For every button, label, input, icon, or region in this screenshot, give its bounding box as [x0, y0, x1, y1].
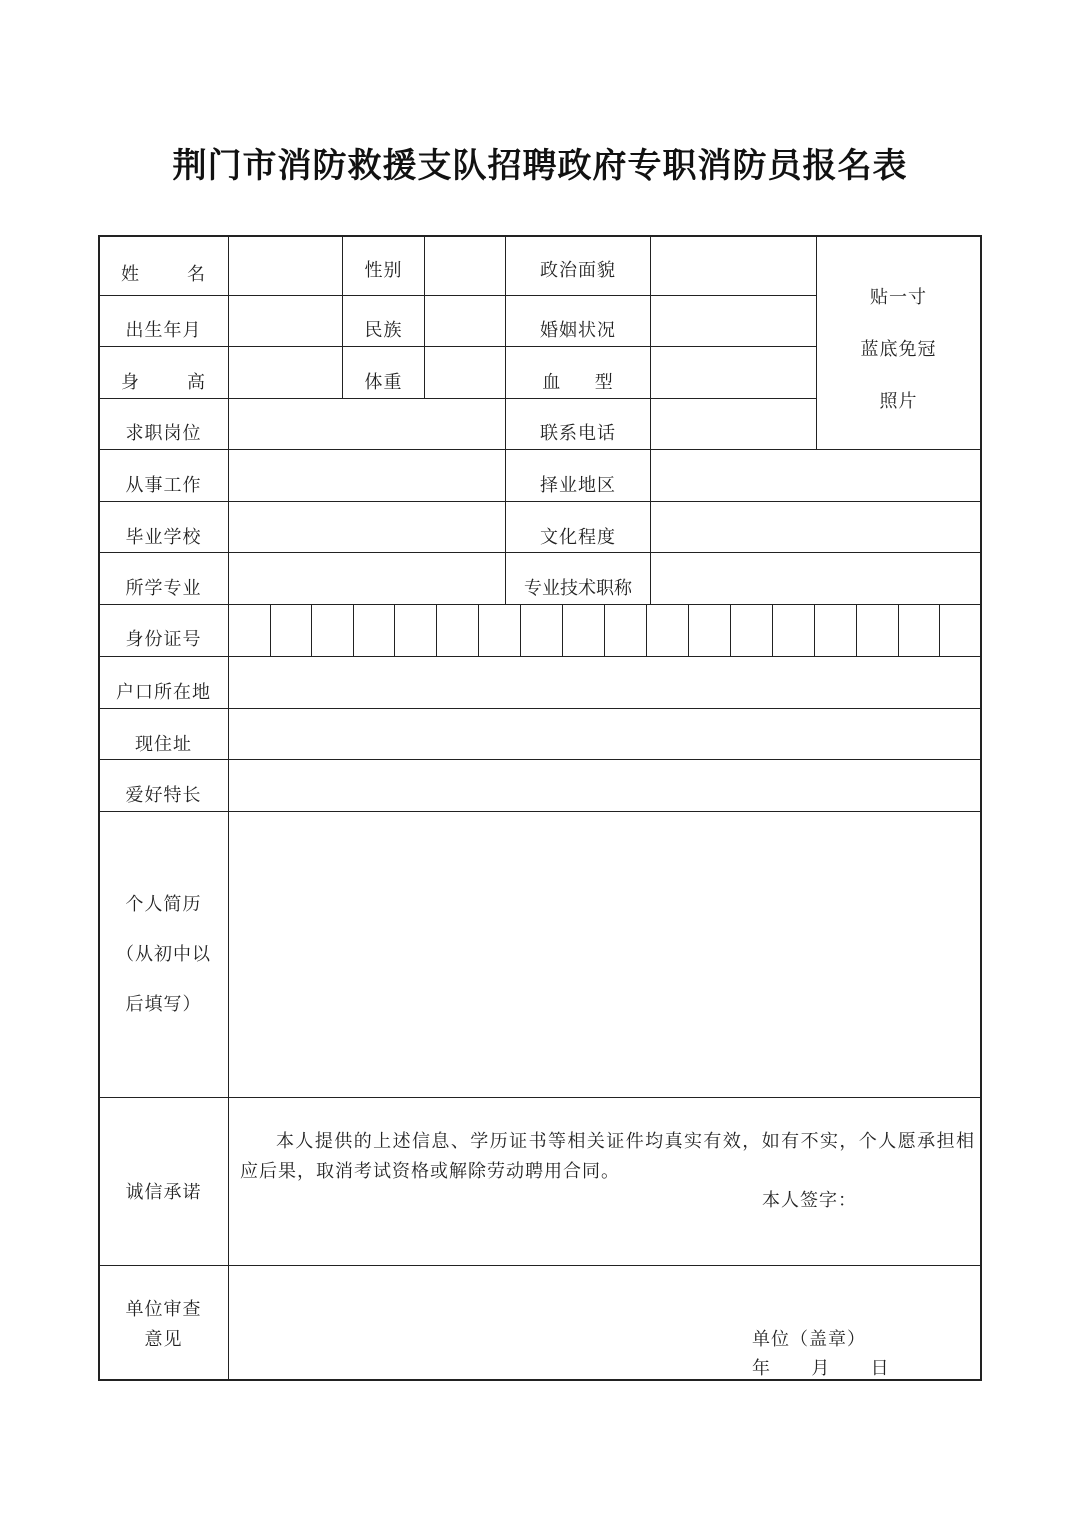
id-digit-box[interactable]	[563, 605, 604, 656]
photo-text-line3: 照片	[879, 391, 918, 412]
label-address: 现住址	[135, 734, 192, 755]
id-digit-box[interactable]	[271, 605, 311, 656]
id-digit-box[interactable]	[437, 605, 478, 656]
label-name: 姓 名	[120, 264, 207, 285]
id-digit-box[interactable]	[773, 605, 814, 656]
table-border-right	[980, 235, 982, 1381]
id-digit-box[interactable]	[395, 605, 436, 656]
label-major: 所学专业	[125, 578, 202, 599]
name-field[interactable]	[229, 236, 342, 295]
label-blood: 血 型	[542, 372, 614, 393]
id-digit-box[interactable]	[647, 605, 688, 656]
label-resume-line1: 个人简历	[125, 893, 202, 915]
photo-text-line1: 贴一寸	[870, 287, 927, 308]
blood-field[interactable]	[651, 347, 816, 398]
signature-label: 本人签字：	[762, 1190, 857, 1211]
marital-field[interactable]	[651, 296, 816, 346]
label-marital: 婚姻状况	[540, 320, 616, 341]
phone-field[interactable]	[651, 399, 816, 449]
hukou-field[interactable]	[229, 657, 980, 708]
label-review	[99, 1290, 228, 1360]
photo-text-line2: 蓝底免冠	[860, 339, 937, 360]
label-gender: 性别	[364, 260, 403, 281]
review-unit-seal: 单位（盖章）	[752, 1329, 866, 1350]
education-field[interactable]	[651, 502, 980, 552]
label-birth: 出生年月	[125, 320, 202, 341]
label-height: 身 高	[120, 372, 207, 393]
row-line	[98, 1097, 982, 1098]
birth-field[interactable]	[229, 296, 342, 346]
row-line	[98, 1265, 982, 1266]
id-digit-box[interactable]	[312, 605, 353, 656]
label-integrity: 诚信承诺	[125, 1182, 202, 1203]
label-ethnicity: 民族	[364, 320, 403, 341]
label-resume-line2: （从初中以	[116, 943, 211, 965]
gender-field[interactable]	[425, 236, 505, 295]
resume-field[interactable]	[229, 812, 980, 1097]
school-field[interactable]	[229, 502, 505, 552]
region-field[interactable]	[651, 450, 980, 501]
id-digit-box[interactable]	[479, 605, 520, 656]
label-resume	[99, 812, 228, 1097]
id-digit-box[interactable]	[605, 605, 646, 656]
hobby-field[interactable]	[229, 760, 980, 811]
label-work: 从事工作	[125, 475, 202, 496]
political-field[interactable]	[651, 236, 816, 295]
id-digit-box[interactable]	[940, 605, 980, 656]
label-review-line2: 意见	[144, 1329, 183, 1350]
id-digit-box[interactable]	[815, 605, 856, 656]
integrity-promise-text: 本人提供的上述信息、学历证书等相关证件均真实有效，如有不实，个人愿承担相应后果，取消考试资格或解除劳动聘用合同。	[240, 1131, 975, 1182]
id-digit-box[interactable]	[731, 605, 772, 656]
label-hukou: 户口所在地	[116, 682, 211, 703]
label-review-line1: 单位审查	[125, 1299, 202, 1320]
review-date: 年 月 日	[752, 1358, 890, 1379]
id-digit-box[interactable]	[899, 605, 939, 656]
major-field[interactable]	[229, 553, 505, 604]
label-resume-line3: 后填写）	[125, 993, 202, 1015]
label-title-cert: 专业技术职称	[524, 578, 632, 599]
id-digit-box[interactable]	[521, 605, 562, 656]
label-region: 择业地区	[540, 475, 616, 496]
label-phone: 联系电话	[540, 423, 616, 444]
label-education: 文化程度	[540, 527, 616, 548]
address-field[interactable]	[229, 709, 980, 759]
ethnicity-field[interactable]	[425, 296, 505, 346]
weight-field[interactable]	[425, 347, 505, 398]
work-field[interactable]	[229, 450, 505, 501]
label-id-number: 身份证号	[125, 629, 202, 650]
id-digit-box[interactable]	[857, 605, 898, 656]
label-political: 政治面貌	[540, 260, 616, 281]
label-school: 毕业学校	[125, 527, 202, 548]
label-weight: 体重	[364, 372, 403, 393]
title-cert-field[interactable]	[651, 553, 980, 604]
id-digit-box[interactable]	[689, 605, 730, 656]
form-title: 荆门市消防救援支队招聘政府专职消防员报名表	[172, 146, 908, 186]
id-digit-box[interactable]	[354, 605, 394, 656]
label-position: 求职岗位	[125, 423, 202, 444]
id-digit-box[interactable]	[229, 605, 270, 656]
photo-placeholder	[817, 272, 980, 428]
height-field[interactable]	[229, 347, 342, 398]
position-field[interactable]	[229, 399, 505, 449]
label-hobby: 爱好特长	[125, 785, 202, 806]
